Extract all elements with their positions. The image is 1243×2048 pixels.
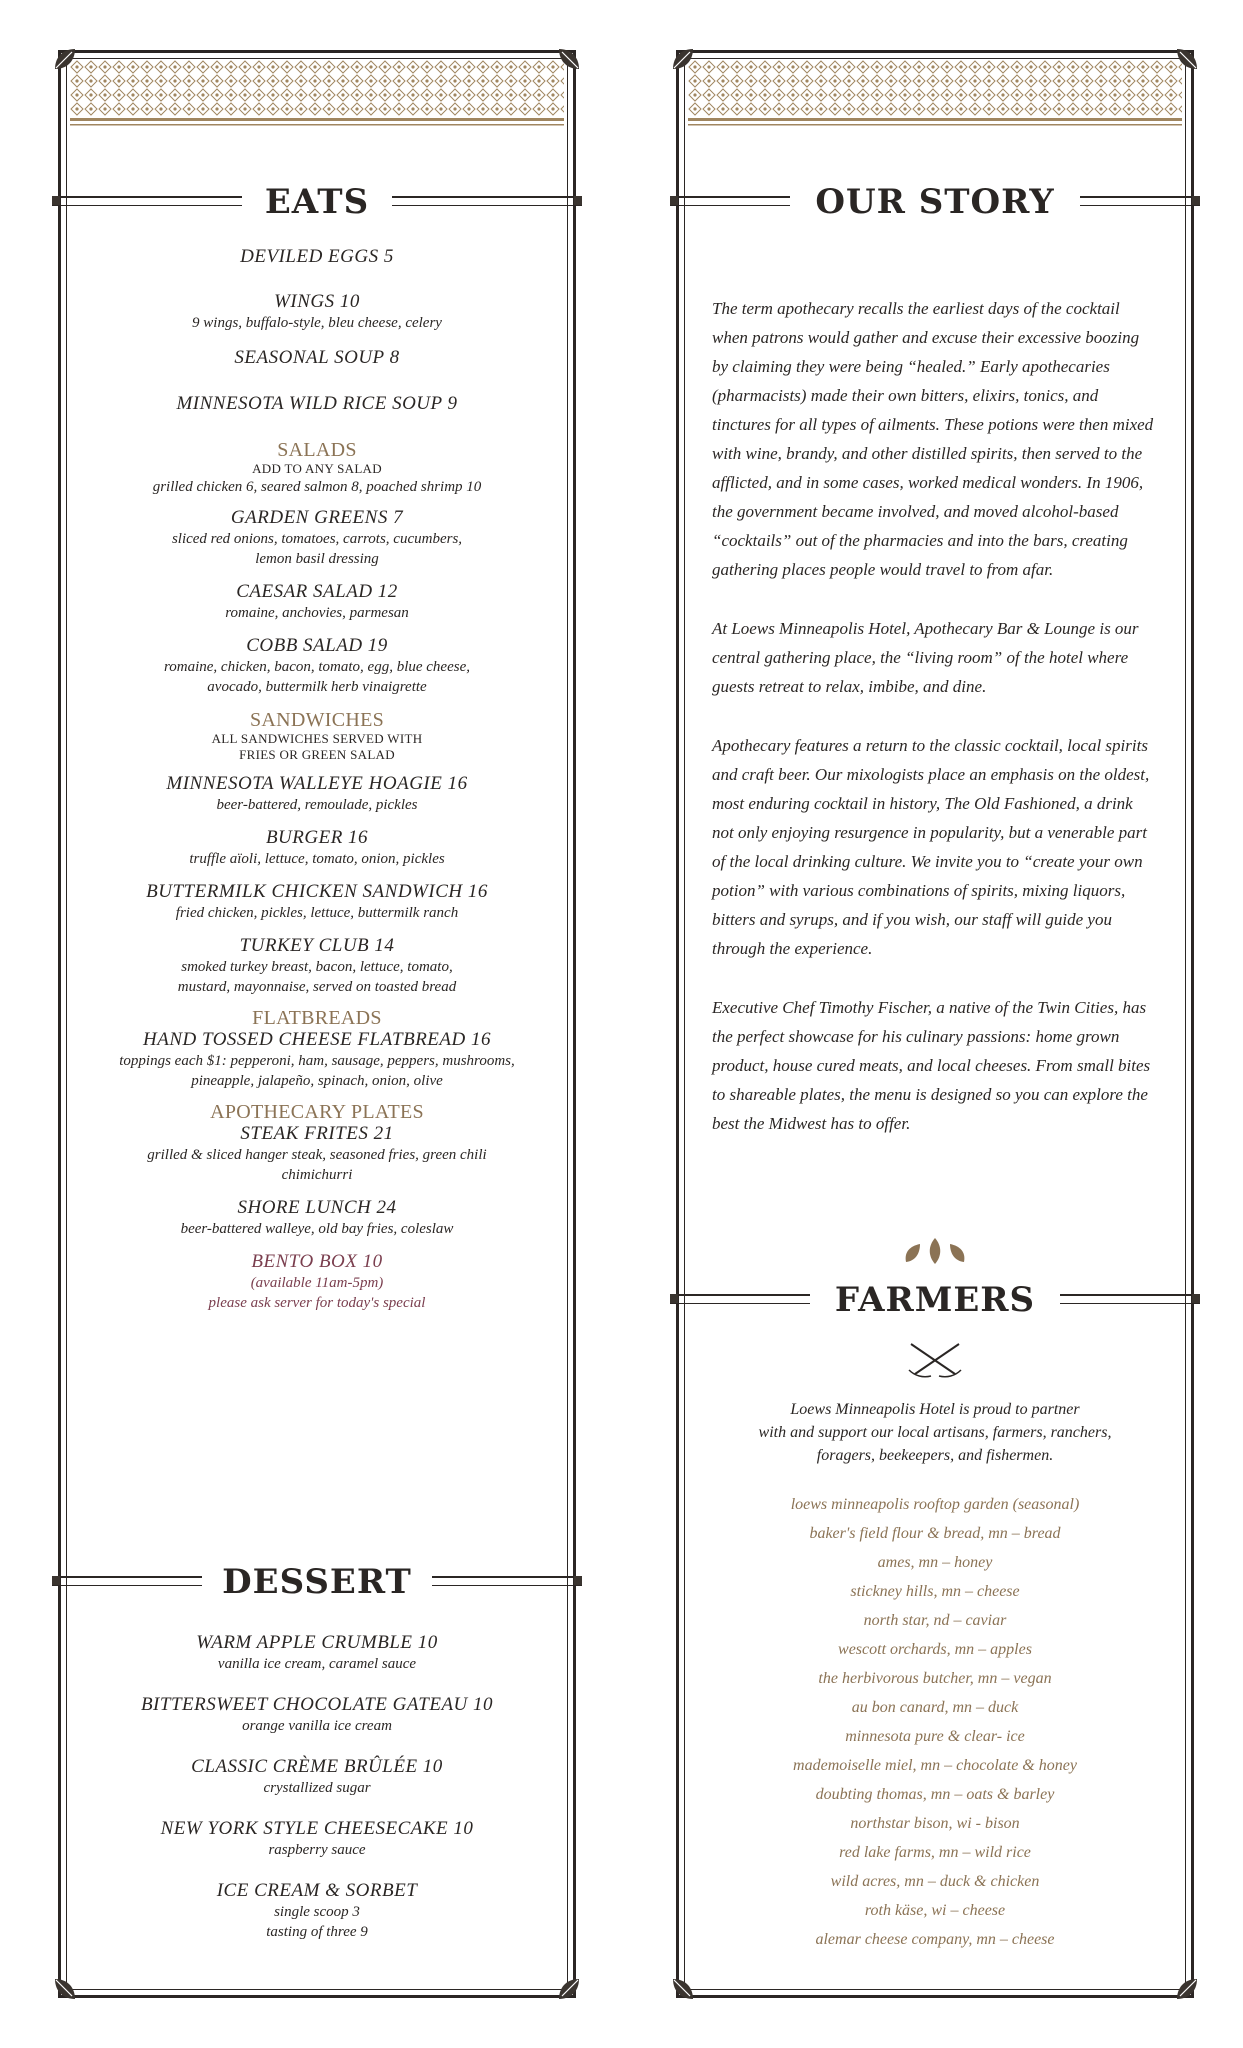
item-desc: fried chicken, pickles, lettuce, buttermilk ranch	[175, 905, 459, 921]
item-name: SHORE LUNCH 24	[237, 1197, 397, 1218]
salad-addons	[72, 477, 562, 497]
menu-item	[72, 635, 562, 697]
dessert-list	[72, 1632, 562, 1942]
story-paragraph: Executive Chef Timothy Fischer, a native of the Twin Cities, has the perfect showcase for his culinary passions: home grown product, house cured meats, and local cheeses. From small bites to shareable plates, the menu is designed so you can explore the best the Midwest has to offer.	[712, 998, 1151, 1133]
menu-panel-story	[676, 50, 1194, 1998]
sandwiches-note: ALL SANDWICHES SERVED WITH	[211, 731, 423, 746]
item-name: STEAK FRITES 21	[240, 1123, 394, 1144]
item-name: WARM APPLE CRUMBLE 10	[196, 1632, 438, 1653]
menu-item	[72, 1694, 562, 1736]
story-paragraph: At Loews Minneapolis Hotel, Apothecary Bar & Lounge is our central gathering place, the “living room” of the hotel where guests retreat to relax, imbibe, and dine.	[712, 619, 1139, 696]
section-title-story: OUR STORY	[801, 182, 1068, 222]
item-desc: truffle aïoli, lettuce, tomato, onion, pickles	[189, 851, 445, 867]
item-name: GARDEN GREENS 7	[230, 507, 404, 528]
menu-item	[72, 827, 562, 869]
item-name: WINGS 10	[274, 291, 360, 312]
crossed-tools-icon	[676, 1340, 1194, 1384]
leaf-icon	[52, 1976, 78, 2002]
item-name: TURKEY CLUB 14	[239, 935, 395, 956]
eats-list	[72, 246, 562, 1313]
item-name: BITTERSWEET CHOCOLATE GATEAU 10	[140, 1694, 494, 1715]
item-desc: please ask server for today's special	[208, 1295, 426, 1311]
farmers-heading	[670, 1280, 1200, 1320]
leaf-icon	[556, 1976, 582, 2002]
farmer-item: the herbivorous butcher, mn – vegan	[818, 1670, 1052, 1687]
farmer-item: loews minneapolis rooftop garden (seasonal)	[790, 1496, 1080, 1513]
item-desc: grilled & sliced hanger steak, seasoned fries, green chili	[147, 1147, 487, 1163]
menu-item	[72, 1123, 562, 1185]
farmer-item: alemar cheese company, mn – cheese	[815, 1931, 1055, 1948]
item-desc: grilled chicken 6, seared salmon 8, poached shrimp 10	[152, 479, 482, 495]
item-desc: orange vanilla ice cream	[242, 1718, 392, 1734]
farmer-item: wescott orchards, mn – apples	[838, 1641, 1032, 1658]
item-name: COBB SALAD 19	[246, 635, 388, 656]
item-name: BUTTERMILK CHICKEN SANDWICH 16	[146, 881, 488, 902]
menu-item	[72, 1756, 562, 1798]
item-desc: tasting of three 9	[266, 1924, 368, 1940]
item-desc: crystallized sugar	[263, 1780, 371, 1796]
decorative-pattern	[688, 60, 1182, 128]
section-title-dessert: DESSERT	[208, 1562, 426, 1602]
salads-note: ADD TO ANY SALAD	[252, 461, 382, 476]
farmer-item: doubting thomas, mn – oats & barley	[815, 1786, 1055, 1803]
menu-item	[72, 246, 562, 268]
farmer-item: au bon canard, mn – duck	[851, 1699, 1019, 1716]
leaf-icon	[1174, 1976, 1200, 2002]
farmer-item: roth käse, wi – cheese	[864, 1902, 1006, 1919]
item-name: CLASSIC CRÈME BRÛLÉE 10	[191, 1756, 443, 1777]
item-name: DEVILED EGGS 5	[240, 246, 394, 267]
farmer-item: northstar bison, wi - bison	[850, 1815, 1020, 1832]
farmer-item: wild acres, mn – duck & chicken	[830, 1873, 1040, 1890]
menu-item	[72, 1632, 562, 1674]
subsection-title-salads: SALADS	[277, 439, 357, 461]
item-desc: sliced red onions, tomatoes, carrots, cucumbers,	[171, 531, 463, 547]
sandwiches-note: FRIES OR GREEN SALAD	[239, 747, 395, 762]
eats-heading	[52, 182, 582, 222]
item-desc: chimichurri	[281, 1167, 353, 1183]
menu-item	[72, 881, 562, 923]
item-desc: (available 11am-5pm)	[250, 1275, 384, 1291]
item-desc: smoked turkey breast, bacon, lettuce, tomato,	[181, 959, 453, 975]
item-desc: beer-battered, remoulade, pickles	[216, 797, 418, 813]
farmer-item: ames, mn – honey	[877, 1554, 993, 1571]
item-desc: single scoop 3	[274, 1904, 360, 1920]
farmer-item: baker's field flour & bread, mn – bread	[809, 1525, 1061, 1542]
story-paragraph: Apothecary features a return to the classic cocktail, local spirits and craft beer. Our mixologists place an emphasis on the oldest, most enduring cocktail in history, The Old Fashioned, a drink not only enjoying resurgence in popularity, but a venerable part of the local drinking culture. We invite you to “create your own potion” with various combinations of spirits, mixing liquors, bitters and syrups, and if you wish, our staff will guide you through the experience.	[712, 736, 1150, 958]
leaf-icon	[670, 1976, 696, 2002]
item-name: MINNESOTA WILD RICE SOUP 9	[176, 393, 458, 414]
item-desc: 9 wings, buffalo-style, bleu cheese, celery	[192, 315, 442, 331]
menu-item	[72, 507, 562, 569]
menu-item	[72, 1880, 562, 1942]
item-desc: romaine, chicken, bacon, tomato, egg, blue cheese,	[163, 659, 470, 675]
story-paragraph: The term apothecary recalls the earliest days of the cocktail when patrons would gather and excuse their excessive boozing by claiming they were being “healed.” Early apothecaries (pharmacists) made their own bitters, elixirs, tonics, and tinctures for all types of ailments. These potions were then mixed with wine, brandy, and other distilled spirits, then served to the afflicted, and in some cases, worked medical wonders. In 1906, the government became involved, and moved alcohol-based “cocktails” out of the pharmacies and into the bars, creating gathering places people would travel to from afar.	[712, 299, 1154, 579]
menu-item	[72, 347, 562, 369]
item-desc: pineapple, jalapeño, spinach, onion, olive	[191, 1073, 443, 1089]
farmer-item: north star, nd – caviar	[863, 1612, 1007, 1629]
item-name: BENTO BOX 10	[251, 1251, 383, 1272]
menu-item	[72, 773, 562, 815]
farmers-intro-line: foragers, beekeepers, and fishermen.	[816, 1447, 1054, 1464]
item-name: NEW YORK STYLE CHEESECAKE 10	[160, 1818, 474, 1839]
menu-item	[72, 393, 562, 415]
three-leaves-icon	[676, 1236, 1194, 1270]
item-name: SEASONAL SOUP 8	[234, 347, 400, 368]
farmer-item: red lake farms, mn – wild rice	[839, 1844, 1031, 1861]
menu-panel-eats	[58, 50, 576, 1998]
subsection-title-apothecary-plates: APOTHECARY PLATES	[210, 1101, 424, 1123]
item-name: HAND TOSSED CHEESE FLATBREAD 16	[143, 1029, 491, 1050]
story-heading	[670, 182, 1200, 222]
decorative-pattern	[70, 60, 564, 128]
subsection-title-flatbreads: FLATBREADS	[252, 1007, 382, 1029]
menu-item	[72, 935, 562, 997]
farmers-list	[690, 1490, 1180, 1954]
item-desc: avocado, buttermilk herb vinaigrette	[207, 679, 427, 695]
section-title-farmers: FARMERS	[821, 1280, 1049, 1320]
farmer-item: stickney hills, mn – cheese	[850, 1583, 1020, 1600]
menu-item	[72, 1818, 562, 1860]
item-desc: romaine, anchovies, parmesan	[225, 605, 409, 621]
menu-item-bento	[72, 1251, 562, 1313]
item-name: BURGER 16	[265, 827, 369, 848]
section-title-eats: EATS	[251, 182, 383, 222]
item-desc: beer-battered walleye, old bay fries, coleslaw	[180, 1221, 454, 1237]
menu-item	[72, 291, 562, 333]
item-name: ICE CREAM & SORBET	[216, 1880, 418, 1901]
item-desc: toppings each $1: pepperoni, ham, sausage, peppers, mushrooms,	[119, 1053, 515, 1069]
menu-item	[72, 581, 562, 623]
item-name: CAESAR SALAD 12	[236, 581, 398, 602]
menu-item	[72, 1029, 562, 1091]
farmers-intro-line: Loews Minneapolis Hotel is proud to partner	[790, 1401, 1080, 1418]
story-text	[712, 294, 1158, 1168]
farmers-intro	[690, 1398, 1180, 1467]
menu-item	[72, 1197, 562, 1239]
item-desc: mustard, mayonnaise, served on toasted bread	[177, 979, 457, 995]
subsection-title-sandwiches: SANDWICHES	[249, 709, 385, 731]
farmer-item: mademoiselle miel, mn – chocolate & honey	[793, 1757, 1077, 1774]
farmer-item: minnesota pure & clear- ice	[845, 1728, 1025, 1745]
item-desc: lemon basil dressing	[255, 551, 379, 567]
dessert-heading	[52, 1562, 582, 1602]
item-desc: vanilla ice cream, caramel sauce	[217, 1656, 417, 1672]
farmers-intro-line: with and support our local artisans, farmers, ranchers,	[758, 1424, 1112, 1441]
item-desc: raspberry sauce	[268, 1842, 366, 1858]
item-name: MINNESOTA WALLEYE HOAGIE 16	[166, 773, 468, 794]
